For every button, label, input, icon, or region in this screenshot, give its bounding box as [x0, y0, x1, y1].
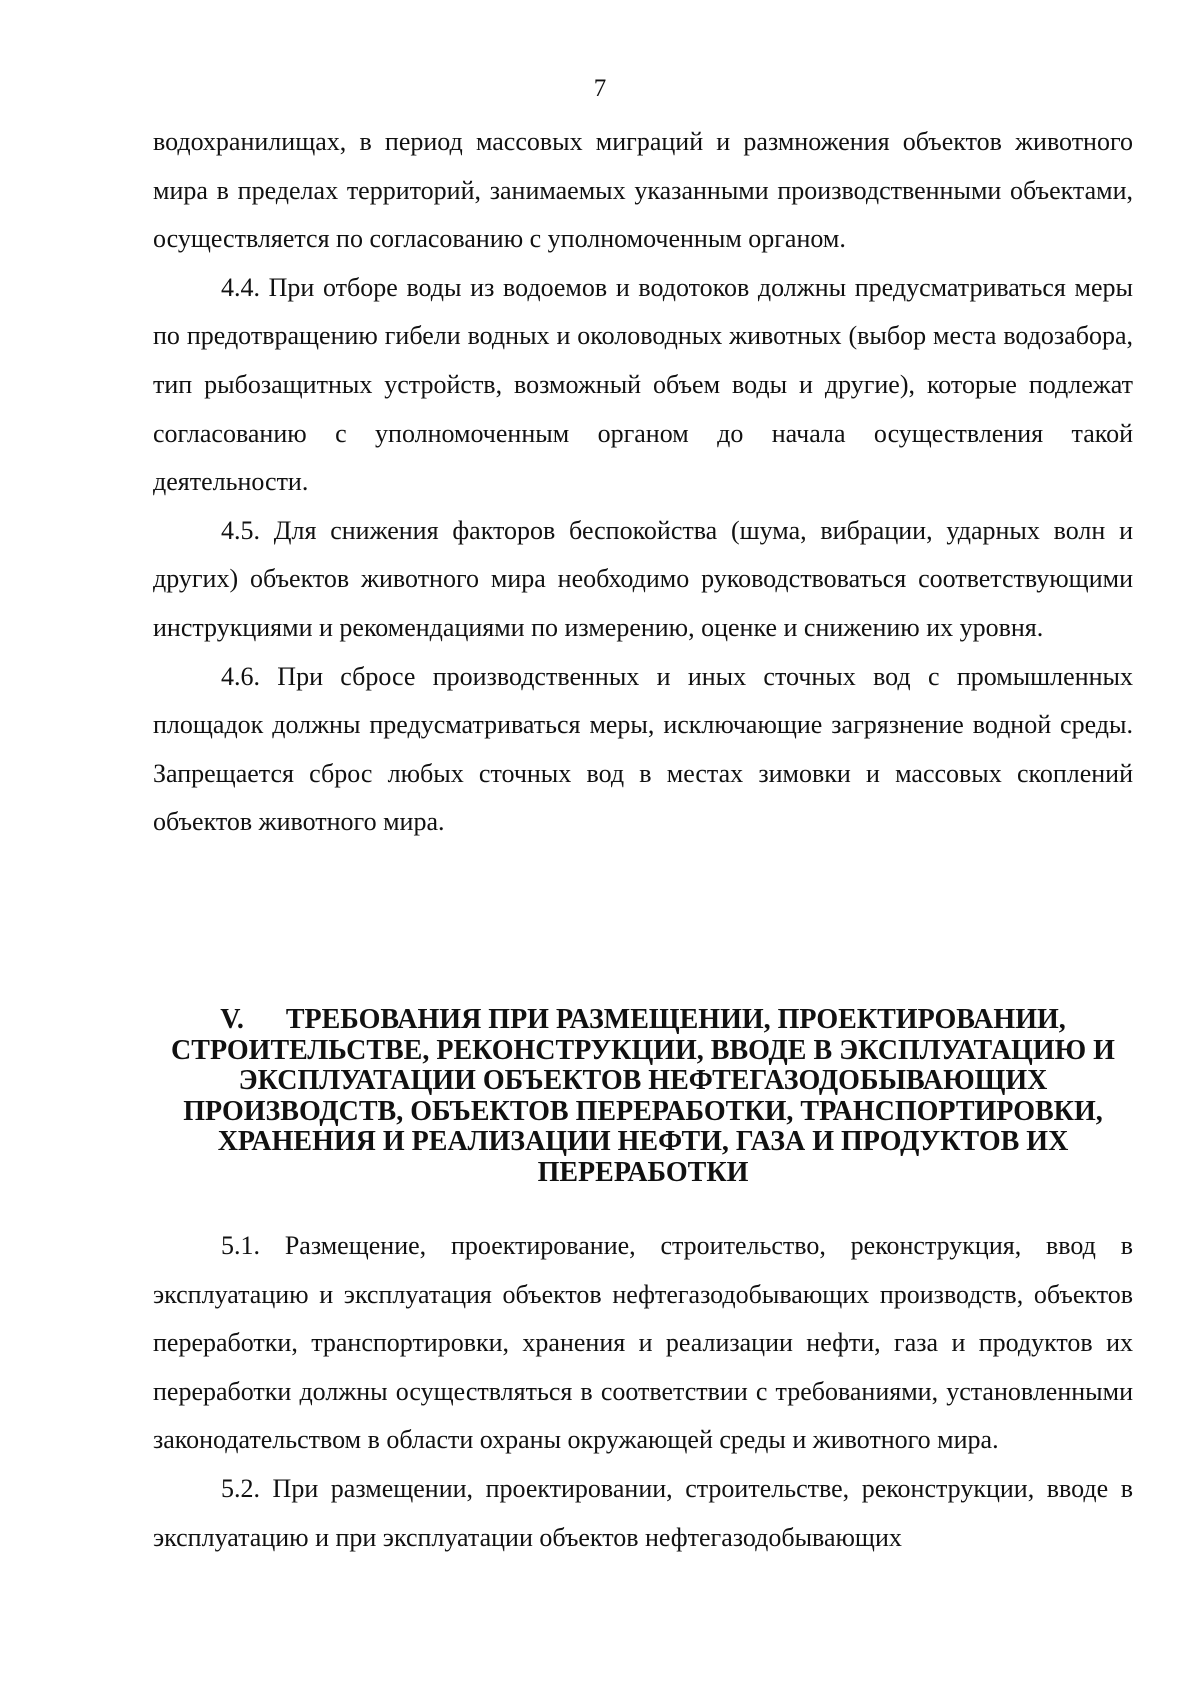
- section-number: V.: [220, 1004, 244, 1035]
- text-block-before: [153, 118, 1133, 847]
- paragraph-5-2: 5.2. При размещении, проектировании, строительстве, реконструкции, вводе в эксплуатацию и при эксплуатации объектов нефтегазодобывающих: [153, 1473, 1133, 1552]
- paragraph-4-4: 4.4. При отборе воды из водоемов и водотоков должны предусматриваться меры по предотвращению гибели водных и околоводных животных (выбор места водозабора, тип рыбозащитных устройств, возможный объем воды и другие), которые подлежат согласованию с уполномоченным органом до начала осуществления такой деятельности.: [153, 272, 1133, 497]
- section-title: ТРЕБОВАНИЯ ПРИ РАЗМЕЩЕНИИ, ПРОЕКТИРОВАНИИ, СТРОИТЕЛЬСТВЕ, РЕКОНСТРУКЦИИ, ВВОДЕ В ЭКСПЛУАТАЦИЮ И ЭКСПЛУАТАЦИИ ОБЪЕКТОВ НЕФТЕГАЗОДОБЫВАЮЩИХ ПРОИЗВОДСТВ, ОБЪЕКТОВ ПЕРЕРАБОТКИ, ТРАНСПОРТИРОВКИ, ХРАНЕНИЯ И РЕАЛИЗАЦИИ НЕФТИ, ГАЗА И ПРОДУКТОВ ИХ ПЕРЕРАБОТКИ: [171, 1004, 1115, 1188]
- page-number: 7: [593, 75, 607, 102]
- paragraph-continuation: водохранилищах, в период массовых миграций и размножения объектов животного мира в пределах территорий, занимаемых указанными производственными объектами, осуществляется по согласованию с уполномоченным органом.: [153, 127, 1133, 254]
- paragraph-5-1: 5.1. Размещение, проектирование, строительство, реконструкция, ввод в эксплуатацию и эксплуатация объектов нефтегазодобывающих производств, объектов переработки, транспортировки, хранения и реализации нефти, газа и продуктов их переработки должны осуществляться в соответствии с требованиями, установленными законодательством в области охраны окружающей среды и животного мира.: [153, 1231, 1133, 1455]
- text-block-after: [153, 1222, 1133, 1562]
- paragraph-4-5: 4.5. Для снижения факторов беспокойства (шума, вибрации, ударных волн и других) объектов животного мира необходимо руководствоваться соответствующими инструкциями и рекомендациями по измерению, оценке и снижению их уровня.: [153, 515, 1133, 642]
- section-heading: [153, 1005, 1133, 1188]
- paragraph-4-6: 4.6. При сбросе производственных и иных сточных вод с промышленных площадок должны предусматриваться меры, исключающие загрязнение водной среды. Запрещается сброс любых сточных вод в местах зимовки и массовых скоплений объектов животного мира.: [153, 661, 1133, 837]
